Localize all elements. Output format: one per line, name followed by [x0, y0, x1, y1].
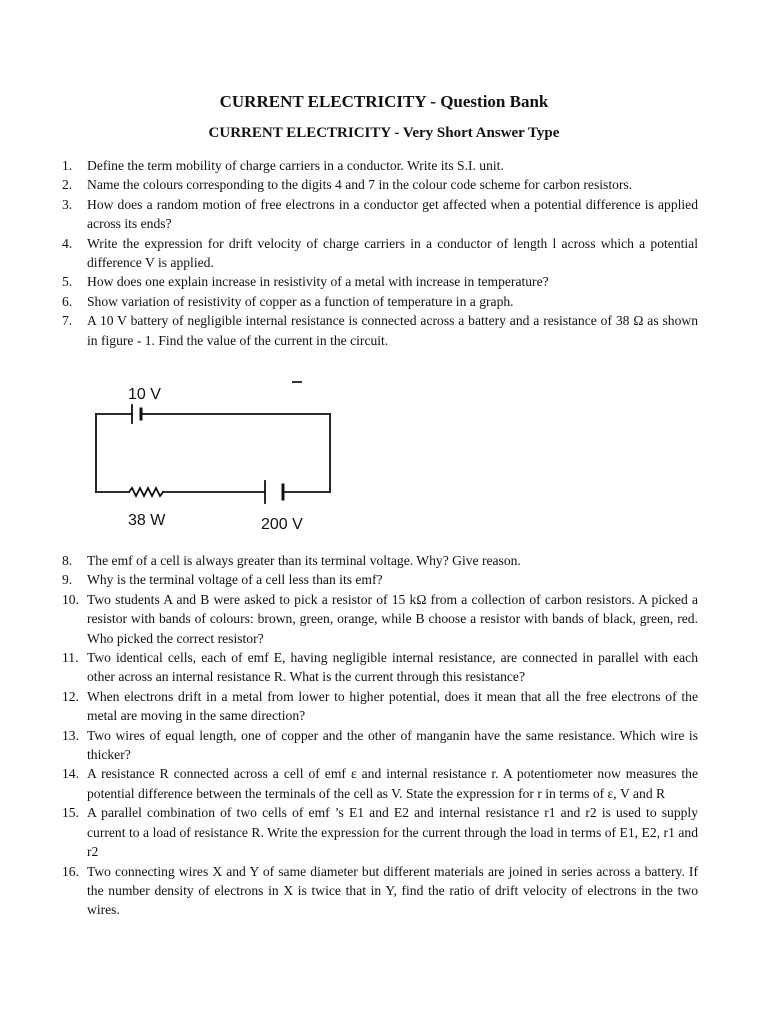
question-number: 11. [62, 650, 79, 666]
question-list-part-1 [62, 156, 698, 350]
question-item [62, 648, 698, 687]
question-number: 1. [62, 158, 73, 173]
resistor-zigzag [129, 488, 163, 496]
question-text: Two students A and B were asked to pick a resistor of 15 kΩ from a collection of carbon resistors. A picked a resistor with bands of colours: brown, green, orange, while B choose a resistor with bands of black, green, red. Who picked the correct resistor? [87, 591, 698, 646]
question-item [62, 803, 698, 861]
question-item [62, 195, 698, 234]
question-number: 5. [62, 274, 73, 290]
question-text: Two identical cells, each of emf E, having negligible internal resistance, are connected in parallel with each other across an internal resistance R. What is the current through this resistance? [87, 650, 698, 685]
question-number: 4. [62, 235, 73, 251]
question-item [62, 726, 698, 765]
resistor-label: 38 W [128, 512, 166, 529]
question-text: Name the colours corresponding to the digits 4 and 7 in the colour code scheme for carbon resistors. [87, 177, 633, 193]
question-number: 13. [62, 727, 79, 743]
question-item [62, 764, 698, 803]
question-number: 6. [62, 293, 73, 309]
question-number: 2. [62, 177, 73, 193]
question-item [62, 590, 698, 648]
question-text: Show variation of resistivity of copper as a function of temperature in a graph. [87, 293, 514, 309]
question-item [62, 156, 698, 175]
question-text: Define the term mobility of charge carriers in a conductor. Write its S.I. unit. [87, 158, 504, 173]
question-text: A parallel combination of two cells of emf ’s E1 and E2 and internal resistance r1 and r2 is used to supply current to a load of resistance R. Write the expression for the current through the load in terms of E1, E2, r1 and r2 [87, 805, 698, 860]
question-text: Two connecting wires X and Y of same diameter but different materials are joined in series across a battery. If the number density of electrons in X is twice that in Y, find the ratio of drift velocity of electrons in the two wires. [87, 863, 698, 918]
question-item [62, 175, 698, 194]
question-text: A resistance R connected across a cell of emf ε and internal resistance r. A potentiometer now measures the potential difference between the terminals of the cell as V. State the expression for r in terms of ε, V and R [87, 766, 698, 801]
question-item [62, 862, 698, 920]
question-list-part-2 [62, 551, 698, 920]
question-item [62, 311, 698, 350]
question-item [62, 551, 698, 570]
question-text: Two wires of equal length, one of copper and the other of manganin have the same resistance. Which wire is thicker? [87, 727, 698, 763]
question-number: 7. [62, 313, 73, 329]
section-subtitle: CURRENT ELECTRICITY - Very Short Answer Type [208, 125, 560, 141]
page-title: CURRENT ELECTRICITY - Question Bank [219, 92, 549, 111]
question-text: Write the expression for drift velocity of charge carriers in a conductor of length l across which a potential difference V is applied. [87, 235, 698, 271]
battery-label-bottom: 200 V [261, 516, 303, 533]
question-item [62, 570, 698, 589]
question-number: 10. [62, 591, 79, 607]
battery-label-top: 10 V [128, 386, 161, 403]
question-number: 3. [62, 196, 73, 212]
question-text: Why is the terminal voltage of a cell less than its emf? [87, 572, 383, 588]
question-number: 12. [62, 688, 79, 704]
question-item [62, 272, 698, 291]
question-number: 15. [62, 805, 79, 821]
question-text: How does a random motion of free electrons in a conductor get affected when a potential difference is applied across its ends? [87, 196, 698, 232]
question-item [62, 687, 698, 726]
question-number: 16. [62, 863, 79, 879]
question-number: 14. [62, 766, 79, 782]
question-number: 9. [62, 572, 73, 588]
question-text: The emf of a cell is always greater than its terminal voltage. Why? Give reason. [87, 553, 521, 568]
question-number: 8. [62, 553, 73, 568]
circuit-figure-1 [88, 378, 348, 538]
question-item [62, 234, 698, 273]
question-text: How does one explain increase in resistivity of a metal with increase in temperature? [87, 274, 549, 290]
question-text: When electrons drift in a metal from lower to higher potential, does it mean that all the free electrons of the metal are moving in the same direction? [87, 688, 698, 724]
question-text: A 10 V battery of negligible internal resistance is connected across a battery and a resistance of 38 Ω as shown in figure - 1. Find the value of the current in the circuit. [87, 313, 698, 348]
question-item [62, 292, 698, 311]
